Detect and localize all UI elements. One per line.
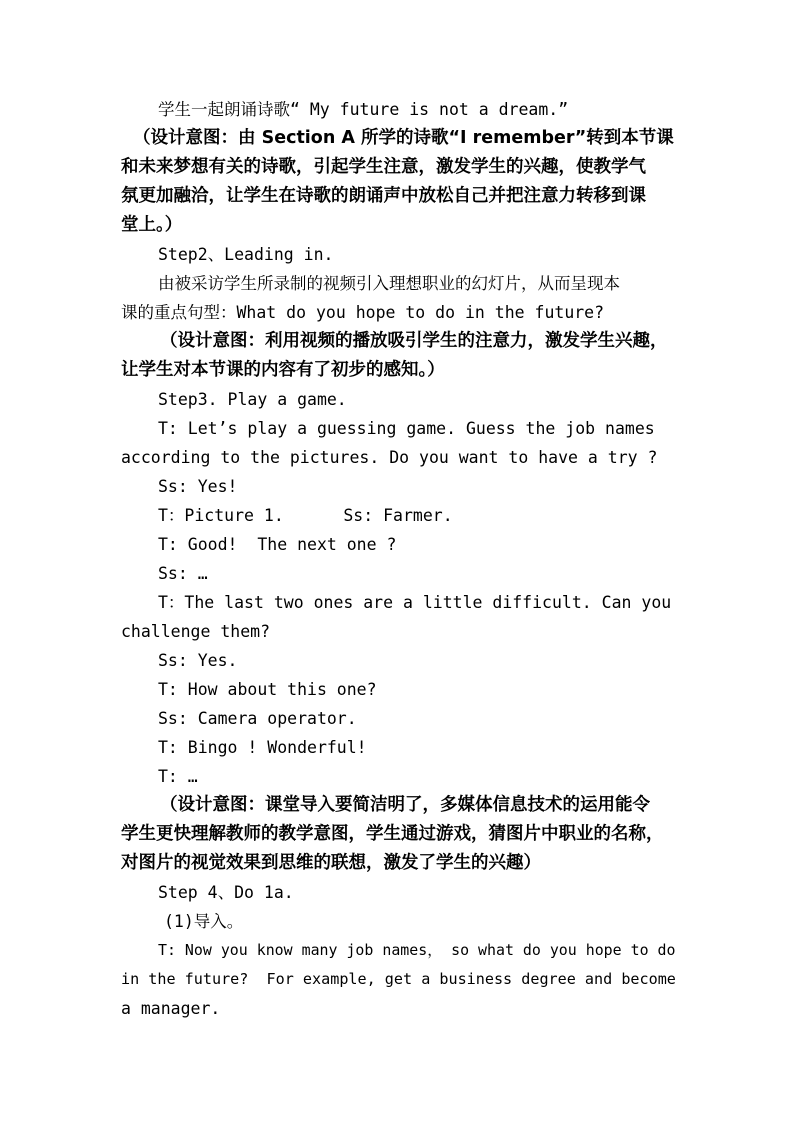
dialogue-line: in the future? For example, get a business degree and become [121, 970, 676, 988]
dialogue-line: T：Picture 1. Ss: Farmer. [158, 506, 453, 525]
step-heading: Step 4、Do 1a. [158, 883, 294, 902]
design-intent-line: 对图片的视觉效果到思维的联想，激发了学生的兴趣） [121, 853, 541, 873]
step-heading: Step2、Leading in. [158, 245, 334, 264]
design-intent-line: 氛更加融洽，让学生在诗歌的朗诵声中放松自己并把注意力转移到课 [121, 186, 646, 206]
sub-step-label: (1)导入。 [164, 912, 244, 931]
dialogue-line: T: Good! The next one ? [158, 535, 397, 554]
dialogue-line: T: How about this one? [158, 680, 377, 699]
dialogue-line: Ss: Camera operator. [158, 709, 357, 728]
dialogue-line: a manager. [121, 999, 221, 1018]
dialogue-line: T：The last two ones are a little difficult. Can you [158, 593, 672, 612]
dialogue-line: according to the pictures. Do you want to have a try ? [121, 448, 658, 467]
design-intent-line: 学生更快理解教师的教学意图，学生通过游戏，猜图片中职业的名称， [121, 824, 664, 844]
dialogue-line: T: Now you know many job names， so what do you hope to do [158, 941, 676, 959]
text-line: 课的重点句型：What do you hope to do in the future? [121, 303, 605, 322]
dialogue-line: Ss: Yes. [158, 651, 238, 670]
dialogue-line: Ss: … [158, 564, 208, 583]
design-intent-line: （设计意图：课堂导入要简洁明了，多媒体信息技术的运用能令 [160, 795, 650, 815]
dialogue-line: Ss: Yes! [158, 477, 238, 496]
text-line: 学生一起朗诵诗歌“ My future is not a dream.” [158, 100, 569, 119]
dialogue-line: T: Bingo ! Wonderful! [158, 738, 367, 757]
design-intent-line: 让学生对本节课的内容有了初步的感知。） [121, 360, 445, 380]
dialogue-line: challenge them? [121, 622, 271, 641]
design-intent-line: 堂上。） [121, 215, 183, 235]
step-heading: Step3. Play a game. [158, 390, 347, 409]
design-intent-line: （设计意图：由 Section A 所学的诗歌“I remember”转到本节课 [133, 128, 674, 148]
design-intent-line: （设计意图：利用视频的播放吸引学生的注意力，激发学生兴趣， [160, 331, 668, 351]
dialogue-line: T: Let’s play a guessing game. Guess the job names [158, 419, 655, 438]
design-intent-line: 和未来梦想有关的诗歌，引起学生注意，激发学生的兴趣，使教学气 [121, 157, 646, 177]
text-line: 由被采访学生所录制的视频引入理想职业的幻灯片，从而呈现本 [158, 274, 620, 293]
dialogue-line: T: … [158, 767, 198, 786]
